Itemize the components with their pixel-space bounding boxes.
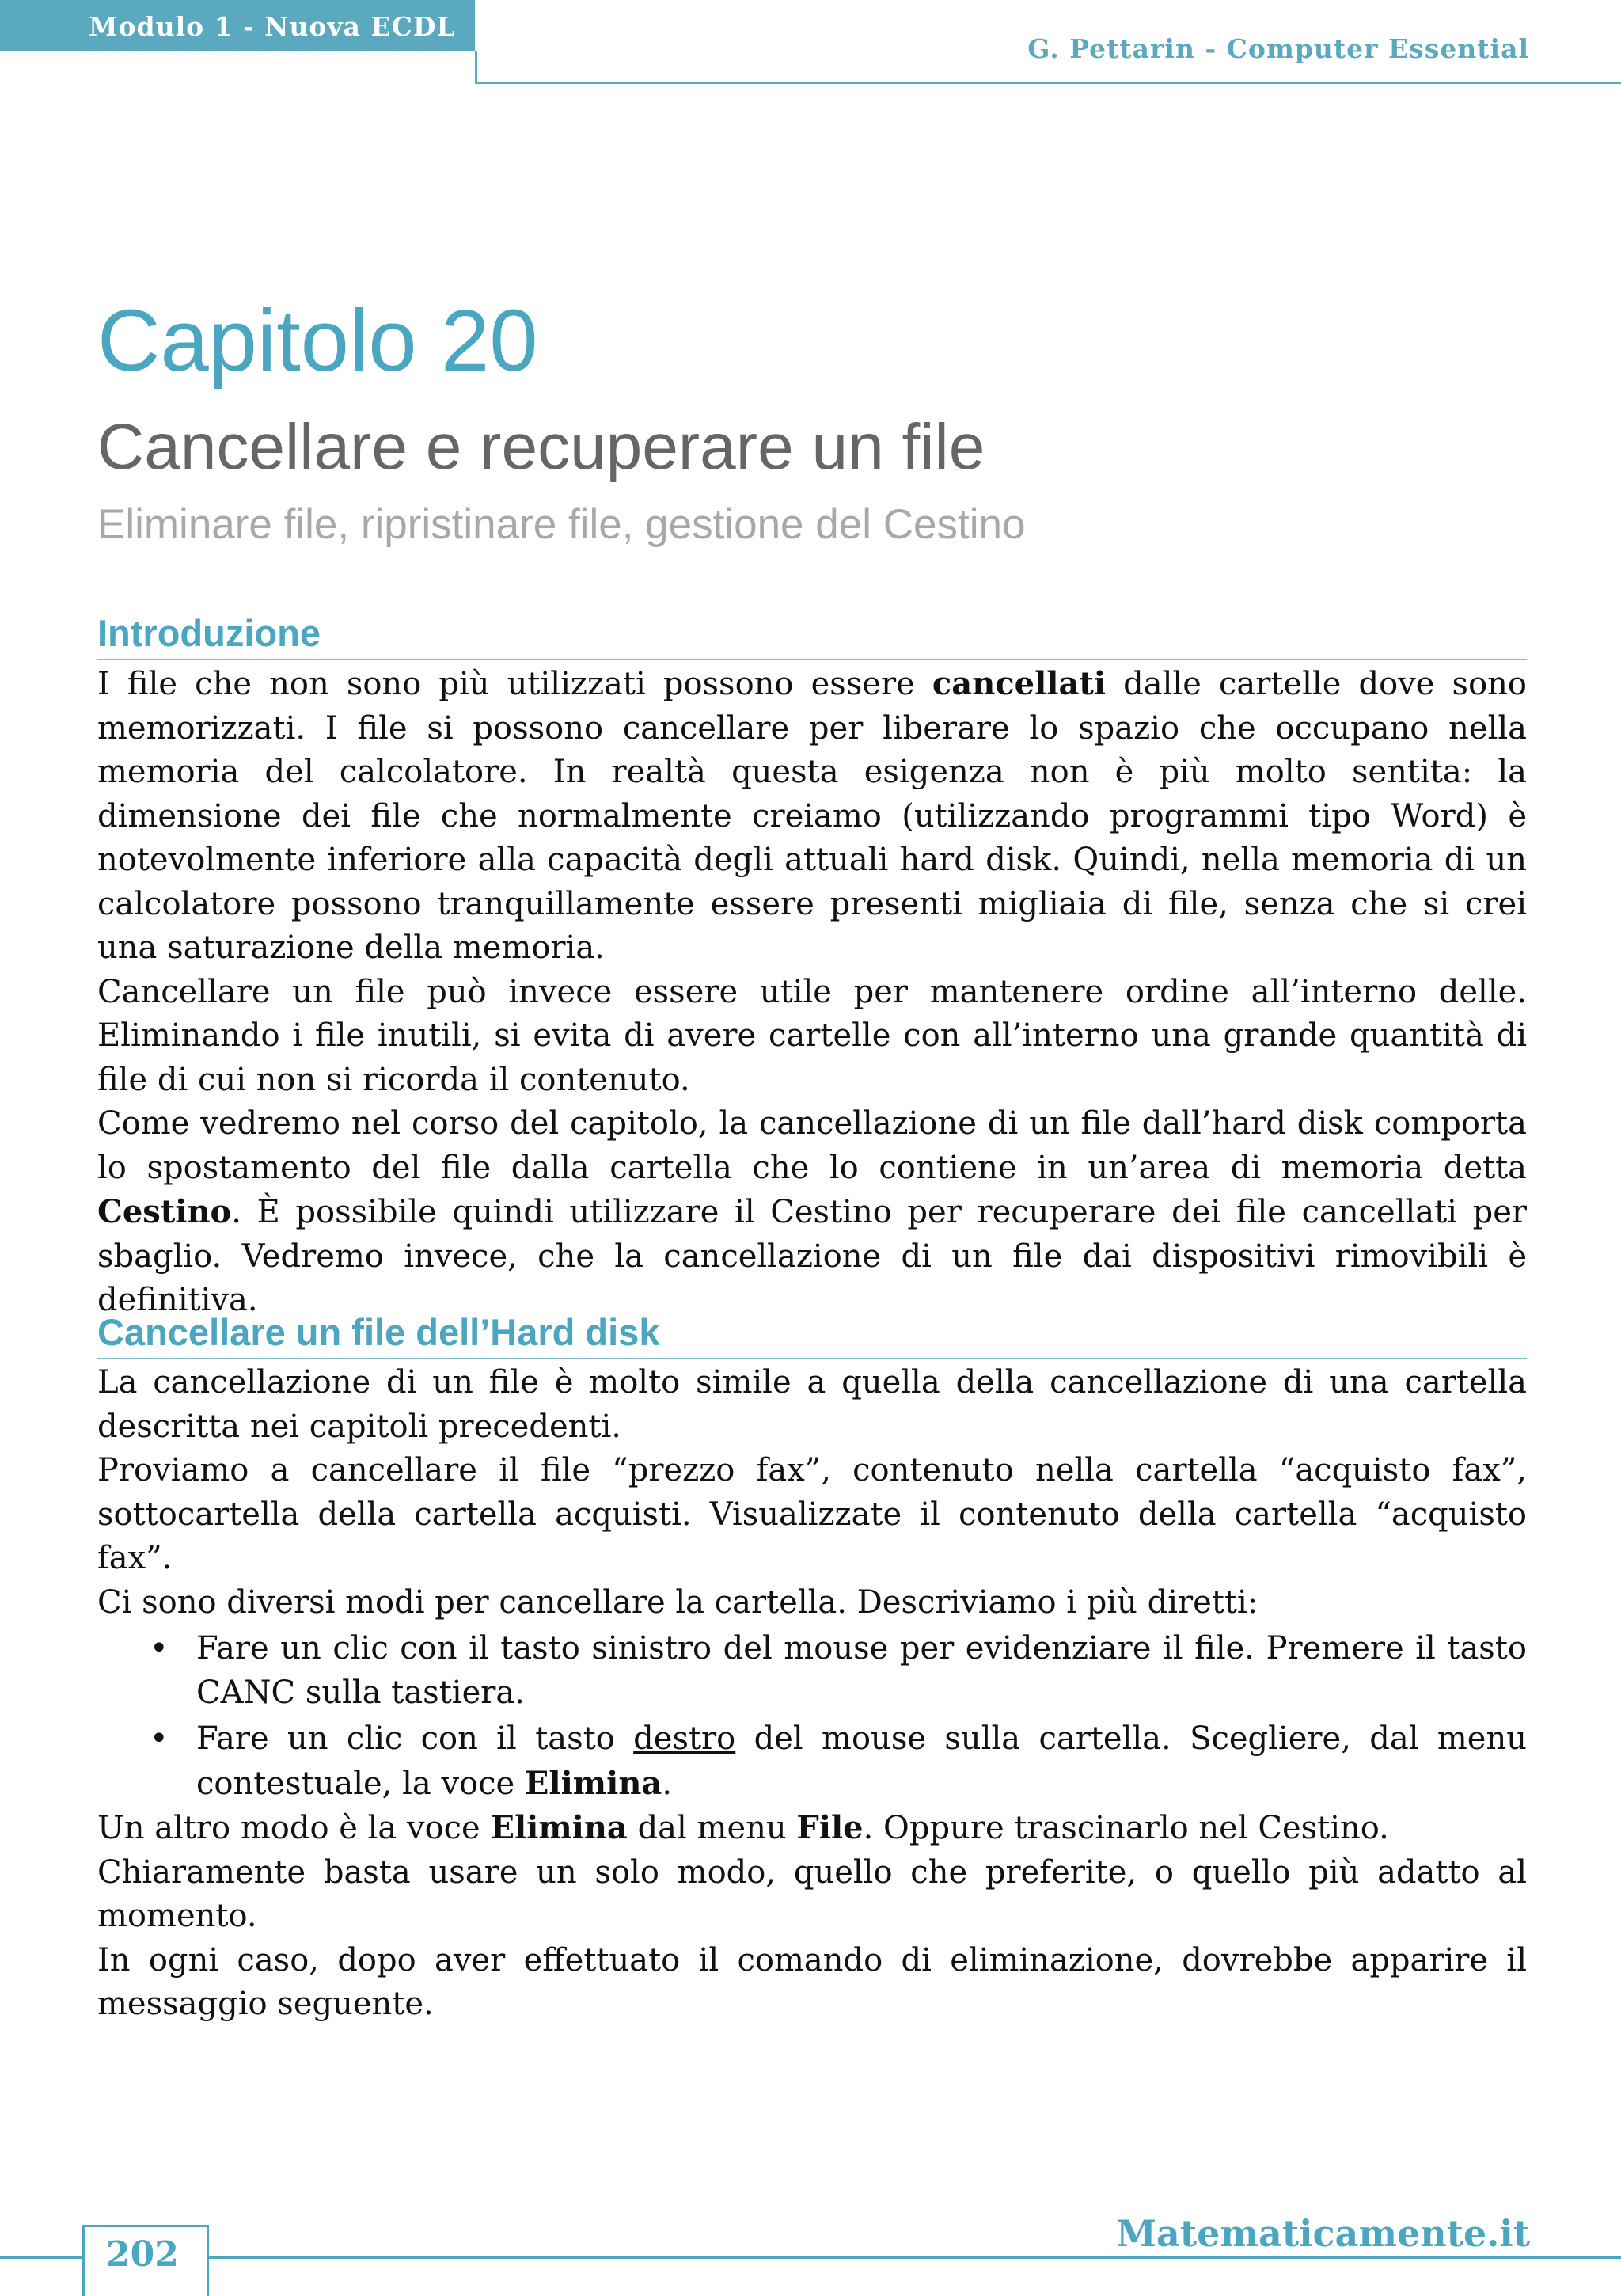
paragraph: Chiaramente basta usare un solo modo, quello che preferite, o quello più adatto al momento.: [97, 1853, 1527, 1934]
text-run: . È possibile quindi utilizzare il Cestino per recuperare dei file cancellati per sbaglio. Vedremo invece, che la cancellazione di un file dai dispositivi rimovibili è definitiva.: [97, 1194, 1527, 1318]
bullet-list: [97, 1627, 1527, 1806]
text-run: dalle cartelle dove sono memorizzati. I file si possono cancellare per liberare lo spazio che occupano nella memoria del calcolatore. In realtà questa esigenza non è più molto sentita: la dimensione dei file che normalmente creiamo (utilizzando programmi tipo Word) è notevolmente inferiore alla capacità degli attuali hard disk. Quindi, nella memoria di un calcolatore possono tranquillamente essere presenti migliaia di file, senza che si crei una saturazione della memoria.: [97, 666, 1527, 966]
paragraph: [97, 1102, 1527, 1323]
paragraph: [97, 1806, 1527, 1851]
text-run: Come vedremo nel corso del capitolo, la cancellazione di un file dall’hard disk comporta lo spostamento del file dalla cartella che lo contiene in un’area di memoria detta: [97, 1105, 1527, 1186]
bold-text: cancellati: [932, 665, 1107, 702]
bullet-icon: •: [150, 1720, 169, 1757]
paragraph: Ci sono diversi modi per cancellare la cartella. Descriviamo i più diretti:: [97, 1583, 1258, 1621]
text-run: dal menu: [627, 1810, 797, 1846]
underlined-text: destro: [633, 1720, 736, 1757]
bold-text: Elimina: [490, 1809, 628, 1846]
paragraph: La cancellazione di un file è molto simile a quella della cancellazione di una cartella descritta nei capitoli precedenti.: [97, 1364, 1527, 1445]
bullet-icon: •: [150, 1630, 169, 1667]
page-number: 202: [106, 2234, 179, 2275]
text-run: Un altro modo è la voce: [97, 1810, 491, 1846]
footer-site-name: Matematicamente.it: [1116, 2212, 1530, 2255]
chapter-subtitle: Eliminare file, ripristinare file, gestione del Cestino: [97, 501, 1026, 548]
list-item: [97, 1627, 1527, 1715]
section-rule: [97, 1358, 1527, 1359]
chapter-title: Cancellare e recuperare un file: [97, 411, 985, 483]
list-item: [97, 1717, 1527, 1806]
paragraph: [97, 662, 1527, 971]
footer-divider-left: [0, 2256, 82, 2259]
bold-text: Cestino: [97, 1193, 232, 1230]
chapter-number: Capitolo 20: [97, 292, 538, 390]
text-run: .: [662, 1765, 673, 1802]
section-heading-introduzione: Introduzione: [97, 612, 321, 654]
text-run: del mouse sulla cartella. Scegliere, dal menu contestuale, la voce: [196, 1720, 1527, 1802]
section-body-cancellare: [97, 1361, 1527, 2027]
text-run: Fare un clic con il tasto sinistro del mouse per evidenziare il file. Premere il tasto CANC sulla tastiera.: [196, 1630, 1527, 1711]
paragraph: In ogni caso, dopo aver effettuato il comando di eliminazione, dovrebbe apparire il messaggio seguente.: [97, 1941, 1527, 2022]
section-heading-cancellare: Cancellare un file dell’Hard disk: [97, 1311, 660, 1353]
section-body-introduzione: [97, 662, 1527, 1323]
paragraph: Proviamo a cancellare il file “prezzo fax”, contenuto nella cartella “acquisto fax”, sottocartella della cartella acquisti. Visualizzate il contenuto della cartella “acquisto fax”.: [97, 1452, 1527, 1576]
paragraph: Cancellare un file può invece essere utile per mantenere ordine all’interno delle. Eliminando i file inutili, si evita di avere cartelle con all’interno una grande quantità di file di cui non si ricorda il contenuto.: [97, 973, 1527, 1098]
footer-divider-right: [209, 2256, 1621, 2259]
bold-text: Elimina: [524, 1764, 662, 1802]
section-rule: [97, 659, 1527, 660]
text-run: . Oppure trascinarlo nel Cestino.: [863, 1810, 1389, 1846]
text-run: I file che non sono più utilizzati possono essere: [97, 666, 932, 702]
text-run: Fare un clic con il tasto: [196, 1720, 634, 1757]
header-module-label: Modulo 1 - Nuova ECDL: [89, 11, 456, 42]
header-tab: [0, 0, 475, 51]
header-author-title: G. Pettarin - Computer Essential: [1027, 33, 1529, 64]
bold-text: File: [796, 1809, 864, 1846]
header-divider: [475, 82, 1621, 84]
header-divider-vertical: [475, 51, 477, 83]
